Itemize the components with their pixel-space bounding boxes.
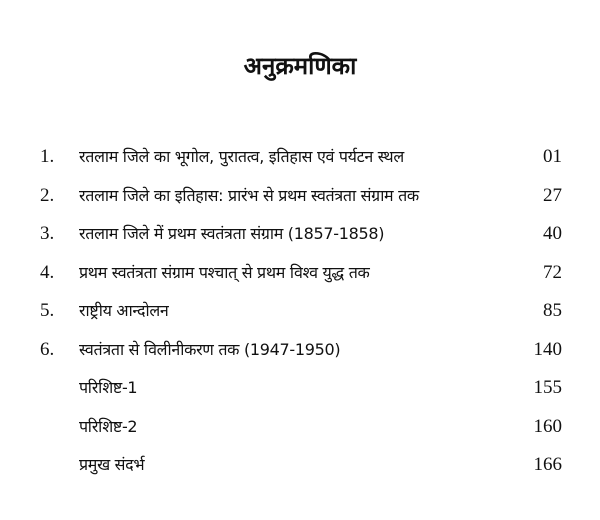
toc-entry: [0, 371, 600, 410]
toc-entry: [0, 256, 600, 295]
toc-entry-number: 2.: [40, 184, 55, 206]
toc-entry-title: रतलाम जिले का भूगोल, पुरातत्व, इतिहास एवं पर्यटन स्थल: [79, 147, 404, 166]
toc-entry-page: 140: [533, 338, 562, 360]
toc-entry-page: 160: [533, 415, 562, 437]
toc-entry-number: 6.: [40, 338, 55, 360]
toc-entry-number: 5.: [40, 300, 55, 321]
toc-entry-page: 40: [543, 223, 562, 244]
toc-entry-title: प्रथम स्वतंत्रता संग्राम पश्चात् से प्रथम विश्व युद्ध तक: [79, 262, 370, 282]
toc-entry-number: 3.: [40, 223, 55, 244]
toc-entry-title: परिशिष्ट-1: [79, 378, 138, 397]
toc-entry: [0, 294, 600, 333]
toc-entry-title: स्वतंत्रता से विलीनीकरण तक (1947-1950): [79, 339, 341, 359]
toc-entry-title: राष्ट्रीय आन्दोलन: [79, 301, 169, 320]
toc-entry-title: परिशिष्ट-2: [79, 416, 138, 436]
toc-entry-number: 4.: [40, 261, 55, 283]
toc-entry-title: प्रमुख संदर्भ: [79, 455, 145, 474]
toc-entry-page: 27: [543, 184, 562, 206]
toc-entry-page: 01: [543, 146, 562, 167]
toc-entry: [0, 217, 600, 256]
toc-entry-title: रतलाम जिले का इतिहास: प्रारंभ से प्रथम स्वतंत्रता संग्राम तक: [79, 185, 419, 205]
toc-entry: [0, 448, 600, 487]
toc-entry: [0, 179, 600, 218]
toc-entry: [0, 333, 600, 372]
toc-entry-page: 85: [543, 300, 562, 321]
table-of-contents: [0, 140, 600, 487]
toc-entry: [0, 140, 600, 179]
toc-entry: [0, 410, 600, 449]
page-title: अनुक्रमणिका: [243, 52, 357, 81]
toc-entry-title: रतलाम जिले में प्रथम स्वतंत्रता संग्राम (1857-1858): [79, 224, 385, 243]
toc-entry-page: 72: [543, 261, 562, 283]
toc-entry-number: 1.: [40, 146, 55, 167]
toc-entry-page: 166: [533, 454, 562, 475]
toc-entry-page: 155: [533, 377, 562, 398]
